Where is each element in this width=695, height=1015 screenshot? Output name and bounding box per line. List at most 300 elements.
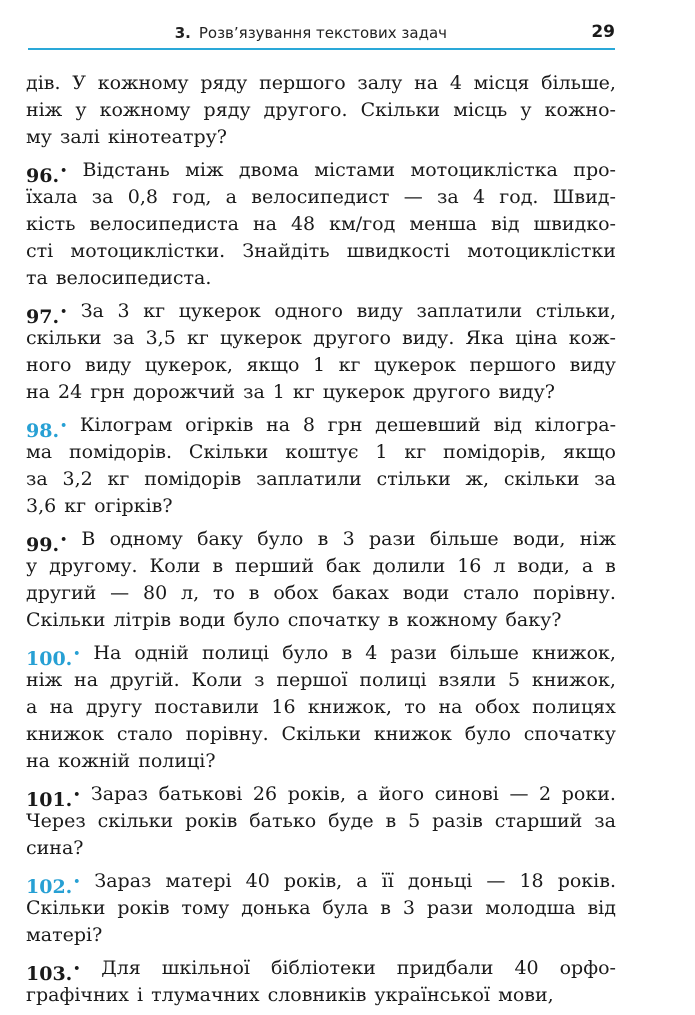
word: спочатку bbox=[287, 609, 380, 631]
problem-number-wrap bbox=[26, 412, 68, 442]
word: кожно- bbox=[544, 99, 616, 121]
word: другого bbox=[313, 327, 391, 349]
word: порівну. bbox=[532, 582, 616, 604]
word: батько bbox=[249, 810, 317, 832]
word: виду bbox=[85, 354, 132, 376]
word: кг bbox=[186, 327, 209, 349]
word: бібліотеки bbox=[270, 957, 376, 979]
word: на bbox=[266, 414, 291, 436]
word: спочатку bbox=[523, 723, 616, 745]
word: а bbox=[225, 186, 237, 208]
text-line bbox=[26, 982, 616, 1009]
word: Для bbox=[101, 957, 141, 979]
word: було bbox=[282, 642, 329, 664]
word: років, bbox=[283, 870, 343, 892]
word: грн bbox=[90, 381, 125, 403]
word: цукерок bbox=[219, 327, 302, 349]
text-line bbox=[26, 238, 616, 265]
word: Зараз bbox=[90, 783, 148, 805]
word: 1 bbox=[375, 441, 388, 463]
text-line bbox=[26, 808, 616, 835]
word: а bbox=[581, 555, 594, 577]
word: матері? bbox=[26, 924, 103, 946]
word: Коли bbox=[149, 555, 201, 577]
word: велосипедиста. bbox=[55, 267, 212, 289]
problem-103 bbox=[26, 955, 616, 1009]
word: доньці bbox=[407, 870, 473, 892]
word: л bbox=[493, 555, 506, 577]
word: 18 bbox=[519, 870, 544, 892]
word: полиці bbox=[359, 669, 427, 691]
word: виду bbox=[356, 300, 403, 322]
word: — bbox=[509, 783, 529, 805]
word: другому. bbox=[49, 555, 138, 577]
word: кожному bbox=[406, 609, 498, 631]
word: Скільки bbox=[188, 441, 269, 463]
word: мови, bbox=[498, 984, 554, 1006]
word: років bbox=[185, 810, 238, 832]
text-line bbox=[26, 748, 616, 775]
text-line bbox=[26, 781, 616, 811]
word: на bbox=[252, 213, 277, 235]
word: другу bbox=[85, 696, 143, 718]
difficulty-dot: • bbox=[60, 533, 68, 546]
word: ряду bbox=[200, 72, 248, 94]
word: та bbox=[26, 267, 48, 289]
word: ціна bbox=[515, 327, 558, 349]
word: книжок bbox=[26, 723, 104, 745]
text-line bbox=[26, 607, 616, 634]
word: В bbox=[81, 528, 96, 550]
text-line bbox=[26, 352, 616, 379]
word: 5 bbox=[408, 810, 421, 832]
word: одного bbox=[274, 300, 343, 322]
word: 0,8 bbox=[127, 186, 158, 208]
problem-number-wrap bbox=[26, 298, 68, 328]
word: помідорів. bbox=[68, 441, 173, 463]
word: води, bbox=[512, 528, 566, 550]
word: поставили bbox=[154, 696, 260, 718]
word: кг bbox=[338, 354, 361, 376]
problem-number: 97. bbox=[26, 306, 60, 328]
word: кожному bbox=[99, 99, 191, 121]
word: в bbox=[248, 582, 260, 604]
word: огірків? bbox=[94, 495, 173, 517]
word: За bbox=[80, 300, 104, 322]
word: 4 bbox=[365, 642, 378, 664]
word: одному bbox=[109, 528, 183, 550]
problem-101 bbox=[26, 781, 616, 862]
text-line bbox=[26, 493, 616, 520]
word: ма bbox=[26, 441, 53, 463]
word: скільки bbox=[97, 810, 174, 832]
word: на bbox=[26, 381, 50, 403]
word: книжок bbox=[373, 723, 452, 745]
word: рази bbox=[390, 642, 437, 664]
word: год. bbox=[499, 186, 539, 208]
word: му bbox=[26, 126, 52, 148]
word: за bbox=[112, 327, 135, 349]
word: 1 bbox=[312, 354, 326, 376]
problem-number-wrap bbox=[26, 157, 68, 187]
word: На bbox=[93, 642, 122, 664]
word: води bbox=[179, 609, 226, 631]
difficulty-dot: • bbox=[73, 647, 81, 660]
word: дорожчий bbox=[132, 381, 236, 403]
word: роки. bbox=[561, 783, 616, 805]
word: — bbox=[110, 582, 130, 604]
difficulty-dot: • bbox=[73, 875, 81, 888]
word: за bbox=[594, 468, 616, 490]
problem-100 bbox=[26, 640, 616, 775]
word: у bbox=[75, 99, 87, 121]
word: книжок, bbox=[307, 696, 392, 718]
word: в bbox=[212, 555, 224, 577]
word: мотоциклістка bbox=[410, 159, 558, 181]
word: ж, bbox=[465, 468, 490, 490]
word: за bbox=[91, 186, 114, 208]
word: кг bbox=[143, 300, 166, 322]
word: швидко- bbox=[533, 213, 616, 235]
problem-number: 100. bbox=[26, 648, 73, 670]
word: 2 bbox=[539, 783, 552, 805]
chapter-title: Розв’язування текстових задач bbox=[198, 24, 447, 42]
word: більше, bbox=[541, 72, 616, 94]
word: води bbox=[402, 582, 450, 604]
word: виду. bbox=[402, 327, 455, 349]
word: велосипедист bbox=[251, 186, 390, 208]
word: 8 bbox=[302, 414, 315, 436]
word: у bbox=[26, 555, 38, 577]
word: бак bbox=[326, 555, 361, 577]
problem-number: 98. bbox=[26, 420, 60, 442]
problem-number: 99. bbox=[26, 534, 60, 556]
text-line bbox=[26, 694, 616, 721]
difficulty-dot: • bbox=[60, 164, 68, 177]
word: помідорів bbox=[144, 468, 242, 490]
difficulty-dot: • bbox=[60, 305, 68, 318]
word: то bbox=[213, 582, 235, 604]
word: Скільки bbox=[26, 609, 106, 631]
word: 3,5 bbox=[145, 327, 176, 349]
word: 3 bbox=[402, 897, 415, 919]
word: ного bbox=[26, 354, 72, 376]
word: Яка bbox=[465, 327, 505, 349]
word: кг bbox=[107, 468, 130, 490]
text-line bbox=[26, 922, 616, 949]
problem-list bbox=[26, 70, 616, 1015]
word: Кілограм bbox=[79, 414, 173, 436]
word: год, bbox=[172, 186, 212, 208]
problem-number: 102. bbox=[26, 876, 73, 898]
word: років bbox=[117, 897, 170, 919]
word: другій. bbox=[109, 669, 180, 691]
word: рази bbox=[369, 528, 416, 550]
difficulty-dot: • bbox=[73, 962, 81, 975]
word: другого. bbox=[263, 99, 348, 121]
word: тому bbox=[181, 897, 230, 919]
word: У bbox=[72, 72, 86, 94]
word: менша bbox=[409, 213, 477, 235]
text-line bbox=[26, 97, 616, 124]
text-line bbox=[26, 835, 616, 862]
word: за bbox=[436, 186, 459, 208]
text-line bbox=[26, 580, 616, 607]
word: його bbox=[378, 783, 425, 805]
word: виду bbox=[569, 354, 616, 376]
word: баку bbox=[197, 528, 243, 550]
word: в bbox=[387, 609, 399, 631]
word: між bbox=[185, 159, 224, 181]
word: скільки bbox=[26, 327, 102, 349]
word: книжок, bbox=[531, 642, 616, 664]
word: баку? bbox=[505, 609, 562, 631]
problem-number: 103. bbox=[26, 963, 73, 985]
text-line bbox=[26, 439, 616, 466]
word: Скільки bbox=[281, 723, 361, 745]
word: полиці bbox=[202, 642, 270, 664]
word: ніж bbox=[579, 528, 616, 550]
word: — bbox=[403, 186, 423, 208]
running-header bbox=[28, 22, 615, 50]
word: 40 bbox=[245, 870, 270, 892]
word: кг bbox=[404, 441, 427, 463]
word: з bbox=[254, 669, 265, 691]
word: баках bbox=[332, 582, 389, 604]
text-line bbox=[26, 211, 616, 238]
word: більше bbox=[429, 528, 499, 550]
word: на bbox=[414, 72, 439, 94]
word: за bbox=[243, 381, 265, 403]
word: в bbox=[317, 528, 329, 550]
word: мотоциклістки. bbox=[70, 240, 226, 262]
word: 3 bbox=[342, 528, 355, 550]
text-line bbox=[26, 868, 616, 898]
word: більше bbox=[450, 642, 519, 664]
word: 80 bbox=[143, 582, 168, 604]
word: було bbox=[464, 723, 511, 745]
word: стільки, bbox=[535, 300, 616, 322]
problem-number-wrap bbox=[26, 868, 81, 898]
word: місць bbox=[453, 99, 508, 121]
text-line bbox=[26, 895, 616, 922]
word: л, bbox=[181, 582, 200, 604]
word: графічних bbox=[26, 984, 129, 1006]
word: в bbox=[380, 897, 391, 919]
word: Зараз bbox=[94, 870, 152, 892]
word: шкільної bbox=[161, 957, 250, 979]
word: Скільки bbox=[360, 99, 441, 121]
word: літрів bbox=[113, 609, 172, 631]
word: 26 bbox=[252, 783, 278, 805]
word: заплатили bbox=[256, 468, 362, 490]
word: її bbox=[381, 870, 394, 892]
problem-number-wrap bbox=[26, 640, 81, 670]
word: перший bbox=[235, 555, 315, 577]
word: від bbox=[491, 213, 520, 235]
word: а bbox=[356, 870, 368, 892]
word: долили bbox=[372, 555, 446, 577]
word: матері bbox=[165, 870, 232, 892]
word: грн bbox=[327, 414, 363, 436]
word: місця bbox=[473, 72, 530, 94]
problem-number-wrap bbox=[26, 526, 68, 556]
word: сті bbox=[26, 240, 54, 262]
word: заплатили bbox=[416, 300, 523, 322]
word: Скільки bbox=[26, 897, 106, 919]
word: книжок, bbox=[531, 669, 616, 691]
word: від bbox=[493, 414, 522, 436]
word: 24 bbox=[58, 381, 83, 403]
chapter-number: 3. bbox=[174, 24, 191, 42]
word: у bbox=[520, 99, 532, 121]
word: двома bbox=[238, 159, 299, 181]
word: полиці? bbox=[138, 750, 216, 772]
word: років. bbox=[557, 870, 616, 892]
word: української bbox=[374, 984, 491, 1006]
word: 16 bbox=[457, 555, 482, 577]
problem-number: 101. bbox=[26, 789, 73, 811]
word: містами bbox=[314, 159, 396, 181]
word: 1 bbox=[272, 381, 285, 403]
word: кілогра- bbox=[534, 414, 616, 436]
word: ряду bbox=[203, 99, 251, 121]
word: першого bbox=[469, 354, 557, 376]
word: в bbox=[341, 642, 353, 664]
word: було bbox=[233, 609, 280, 631]
word: якщо bbox=[562, 441, 616, 463]
problem-number: 96. bbox=[26, 165, 60, 187]
word: було bbox=[257, 528, 304, 550]
text-line bbox=[26, 70, 616, 97]
word: одній bbox=[134, 642, 189, 664]
word: другого bbox=[412, 381, 491, 403]
word: помідорів, bbox=[443, 441, 547, 463]
page-number: 29 bbox=[591, 22, 615, 42]
problem-97 bbox=[26, 298, 616, 406]
word: донька bbox=[241, 897, 311, 919]
word: огірків bbox=[185, 414, 254, 436]
text-line bbox=[26, 553, 616, 580]
difficulty-dot: • bbox=[60, 419, 68, 432]
word: від bbox=[587, 897, 616, 919]
word: 40 bbox=[514, 957, 539, 979]
text-line bbox=[26, 412, 616, 442]
word: Через bbox=[26, 810, 86, 832]
word: Швид- bbox=[552, 186, 616, 208]
word: орфо- bbox=[559, 957, 616, 979]
word: Коли bbox=[191, 669, 243, 691]
word: кг bbox=[64, 495, 87, 517]
word: взяли bbox=[438, 669, 497, 691]
word: полицях bbox=[532, 696, 616, 718]
problem-102 bbox=[26, 868, 616, 949]
word: першої bbox=[276, 669, 348, 691]
text-line bbox=[26, 379, 616, 406]
word: дів. bbox=[26, 72, 61, 94]
word: стільки bbox=[376, 468, 451, 490]
text-line bbox=[26, 184, 616, 211]
text-line bbox=[26, 526, 616, 556]
word: на bbox=[438, 696, 463, 718]
word: 4 bbox=[472, 186, 486, 208]
word: разів bbox=[432, 810, 483, 832]
word: за bbox=[26, 468, 48, 490]
word: мотоциклістки bbox=[467, 240, 616, 262]
word: про- bbox=[573, 159, 616, 181]
word: в bbox=[605, 555, 616, 577]
word: а bbox=[356, 783, 368, 805]
text-line bbox=[26, 124, 616, 151]
word: порівну. bbox=[185, 723, 269, 745]
word: молодша bbox=[485, 897, 576, 919]
word: їхала bbox=[26, 186, 78, 208]
word: буде bbox=[328, 810, 374, 832]
word: виду? bbox=[498, 381, 555, 403]
problem-number-wrap bbox=[26, 781, 81, 811]
word: другий bbox=[26, 582, 97, 604]
problem-continuation bbox=[26, 70, 616, 151]
word: швидкості bbox=[346, 240, 451, 262]
word: води, bbox=[517, 555, 570, 577]
word: 16 bbox=[271, 696, 296, 718]
text-line bbox=[26, 298, 616, 328]
word: обох bbox=[474, 696, 520, 718]
word: якщо bbox=[246, 354, 300, 376]
word: 4 bbox=[449, 72, 462, 94]
word: 3 bbox=[117, 300, 130, 322]
word: цукерок, bbox=[144, 354, 233, 376]
word: стало bbox=[463, 582, 520, 604]
chapter-heading bbox=[175, 24, 447, 42]
word: першого bbox=[259, 72, 346, 94]
word: тлумачних bbox=[151, 984, 260, 1006]
word: і bbox=[137, 984, 144, 1006]
text-line bbox=[26, 157, 616, 187]
word: — bbox=[486, 870, 506, 892]
word: на bbox=[49, 696, 74, 718]
word: Знайдіть bbox=[242, 240, 330, 262]
word: батькові bbox=[158, 783, 243, 805]
word: на bbox=[74, 669, 99, 691]
word: старший bbox=[494, 810, 583, 832]
word: цукерок bbox=[178, 300, 261, 322]
problem-99 bbox=[26, 526, 616, 634]
word: була bbox=[322, 897, 369, 919]
word: кість bbox=[26, 213, 76, 235]
word: цукерок bbox=[373, 354, 456, 376]
text-line bbox=[26, 640, 616, 670]
word: за bbox=[594, 810, 616, 832]
word: рази bbox=[426, 897, 474, 919]
problem-number-wrap bbox=[26, 955, 81, 985]
word: кінотеатру? bbox=[107, 126, 227, 148]
word: стало bbox=[116, 723, 173, 745]
word: кг bbox=[292, 381, 315, 403]
word: в bbox=[385, 810, 397, 832]
word: а bbox=[26, 696, 38, 718]
text-line bbox=[26, 955, 616, 985]
word: словників bbox=[267, 984, 367, 1006]
word: ніж bbox=[26, 669, 63, 691]
word: придбали bbox=[396, 957, 494, 979]
word: років, bbox=[287, 783, 346, 805]
word: кожному bbox=[97, 72, 189, 94]
word: Відстань bbox=[82, 159, 170, 181]
text-line bbox=[26, 721, 616, 748]
word: кож- bbox=[568, 327, 616, 349]
word: 48 bbox=[290, 213, 316, 235]
